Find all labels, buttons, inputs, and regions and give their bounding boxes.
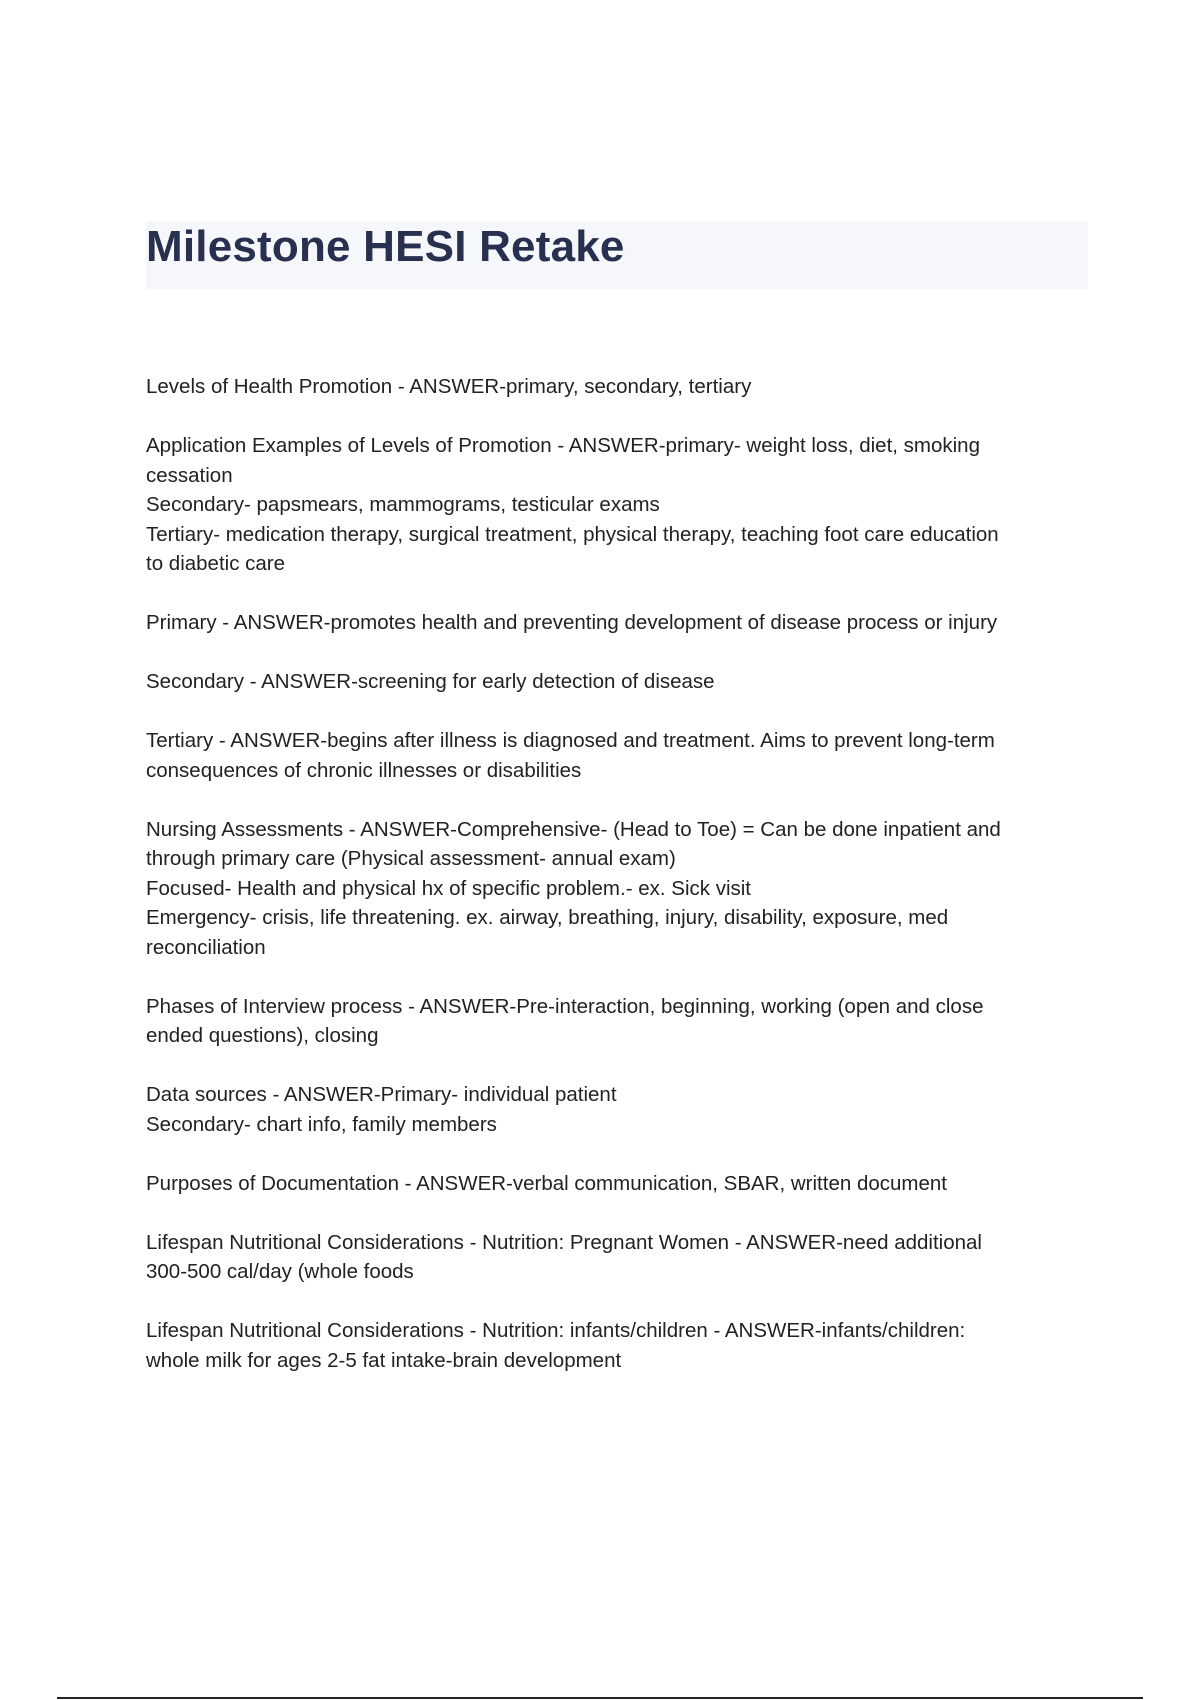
text-line: Levels of Health Promotion - ANSWER-primary, secondary, tertiary xyxy=(146,375,752,398)
text-line: cessation xyxy=(146,463,233,487)
text-line: ended questions), closing xyxy=(146,1024,379,1047)
document-body xyxy=(146,372,1086,1405)
qa-entry-application-examples xyxy=(146,431,1086,579)
text-line: Tertiary - ANSWER-begins after illness is diagnosed and treatment. Aims to prevent long-term xyxy=(146,729,995,752)
qa-entry-purposes-of-documentation xyxy=(146,1169,1086,1199)
text-line: Primary - ANSWER-promotes health and preventing development of disease process or injury xyxy=(146,611,998,634)
text-line: Nursing Assessments - ANSWER-Comprehensive- (Head to Toe) = Can be done inpatient and xyxy=(146,817,1001,841)
text-line: through primary care (Physical assessment- annual exam) xyxy=(146,847,676,870)
qa-entry-levels-of-health-promotion xyxy=(146,372,1086,402)
qa-entry-nutrition-pregnant-women xyxy=(146,1228,1086,1287)
text-line: Secondary- papsmears, mammograms, testicular exams xyxy=(146,493,660,516)
qa-entry-nursing-assessments xyxy=(146,815,1086,963)
text-line: Emergency- crisis, life threatening. ex. airway, breathing, injury, disability, exposure, med xyxy=(146,906,949,929)
text-line: Application Examples of Levels of Promotion - ANSWER-primary- weight loss, diet, smoking xyxy=(146,434,980,457)
page-bottom-rule xyxy=(57,1697,1143,1699)
text-line: to diabetic care xyxy=(146,552,286,575)
qa-entry-secondary xyxy=(146,667,1086,697)
text-line: Lifespan Nutritional Considerations - Nutrition: infants/children - ANSWER-infants/children: xyxy=(146,1319,966,1342)
text-line: Data sources - ANSWER-Primary- individual patient xyxy=(146,1083,617,1106)
text-line: 300-500 cal/day (whole foods xyxy=(146,1260,414,1283)
text-line: reconciliation xyxy=(146,935,266,959)
text-line: whole milk for ages 2-5 fat intake-brain development xyxy=(146,1348,622,1372)
text-line: consequences of chronic illnesses or disabilities xyxy=(146,758,582,782)
text-line: Secondary - ANSWER-screening for early detection of disease xyxy=(146,670,715,693)
text-line: Purposes of Documentation - ANSWER-verbal communication, SBAR, written document xyxy=(146,1171,947,1195)
text-line: Lifespan Nutritional Considerations - Nutrition: Pregnant Women - ANSWER-need additional xyxy=(146,1230,982,1254)
text-line: Phases of Interview process - ANSWER-Pre-interaction, beginning, working (open and close xyxy=(146,994,984,1018)
text-line: Secondary- chart info, family members xyxy=(146,1112,497,1136)
document-title: Milestone HESI Retake xyxy=(146,222,625,271)
qa-entry-data-sources xyxy=(146,1080,1086,1139)
text-line: Tertiary- medication therapy, surgical treatment, physical therapy, teaching foot care education xyxy=(146,522,999,546)
qa-entry-nutrition-infants-children xyxy=(146,1316,1086,1375)
qa-entry-phases-of-interview xyxy=(146,992,1086,1051)
text-line: Focused- Health and physical hx of specific problem.- ex. Sick visit xyxy=(146,876,752,900)
qa-entry-tertiary xyxy=(146,726,1086,785)
qa-entry-primary xyxy=(146,608,1086,638)
